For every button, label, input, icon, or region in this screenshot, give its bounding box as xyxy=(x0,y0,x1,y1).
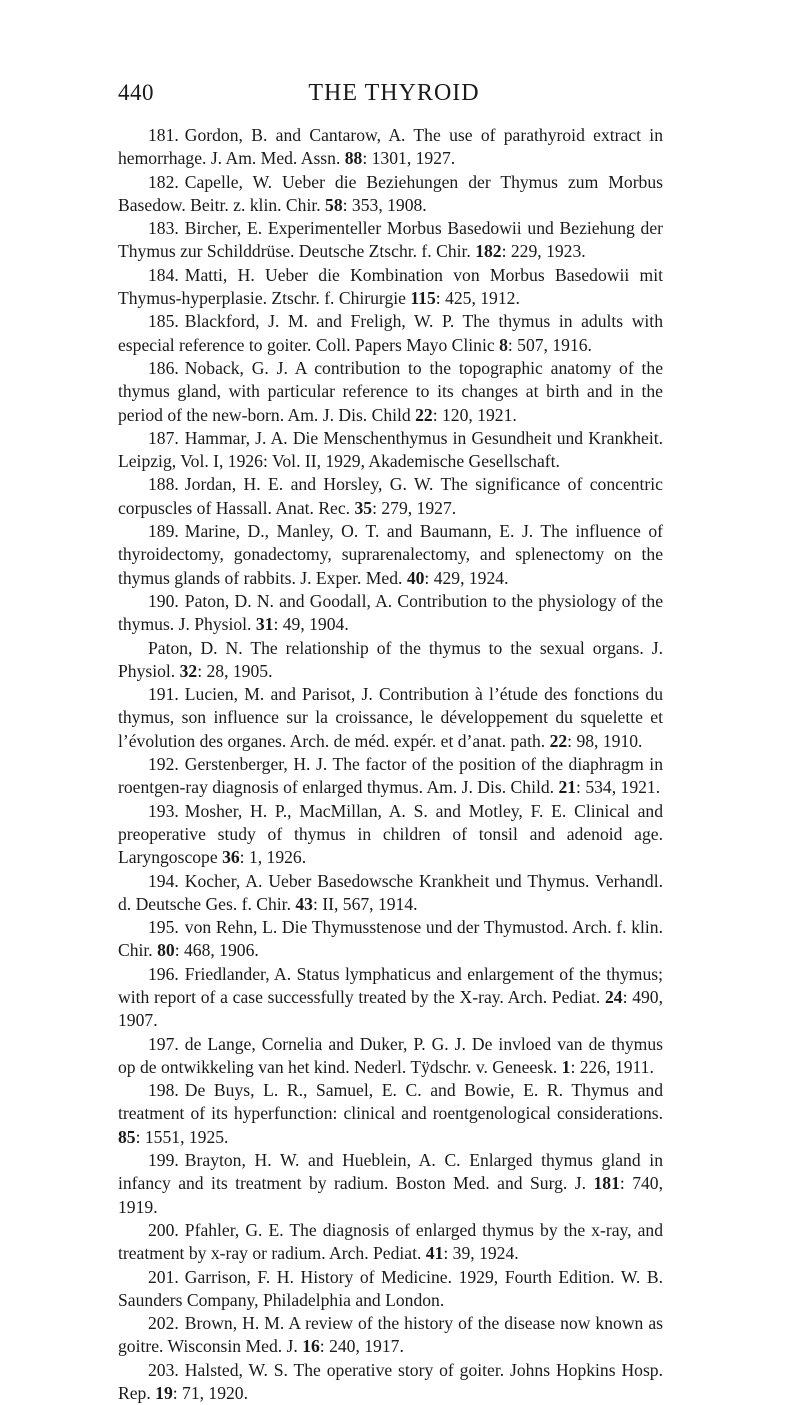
reference-volume: 40 xyxy=(406,567,425,588)
page-number: 440 xyxy=(118,80,154,105)
reference-volume: 24 xyxy=(604,986,623,1007)
reference-pages-year: : 98, 1910. xyxy=(567,730,643,751)
reference-pages-year: : 71, 1920. xyxy=(172,1383,248,1404)
reference-number: 190. xyxy=(148,590,179,611)
reference-text: Matti, H. Ueber die Kombination von Morbus Basedowii mit Thymus-hyperplasie. Ztschr. f. Chirurgie xyxy=(118,264,663,309)
reference-pages-year: : 490, 1907. xyxy=(118,986,663,1031)
reference-number: 181. xyxy=(148,125,179,145)
reference-number: 194. xyxy=(148,870,179,891)
reference-entry xyxy=(118,357,663,427)
reference-volume: 58 xyxy=(325,194,343,215)
reference-number: 200. xyxy=(148,1219,179,1240)
reference-pages-year: : 425, 1912. xyxy=(435,288,520,309)
reference-pages-year: : 429, 1924. xyxy=(424,567,509,588)
reference-text: Gerstenberger, H. J. The factor of the position of the diaphragm in roentgen-ray diagnosis of enlarged thymus. Am. J. Dis. Child. xyxy=(118,754,663,798)
reference-entry xyxy=(118,916,663,963)
reference-pages-year: : 353, 1908. xyxy=(342,194,427,215)
reference-volume: 88 xyxy=(344,148,363,169)
reference-text: de Lange, Cornelia and Duker, P. G. J. De invloed van de thymus op de ontwikkeling van het kind. Nederl. Tÿdschr. v. Geneesk. xyxy=(118,1033,663,1077)
reference-pages-year: : 120, 1921. xyxy=(432,404,517,425)
reference-volume: 8 xyxy=(499,334,508,355)
reference-entry xyxy=(118,1219,663,1266)
reference-volume: 181 xyxy=(593,1173,620,1194)
reference-number: 198. xyxy=(148,1080,179,1101)
reference-number: 183. xyxy=(148,218,179,239)
reference-text: Hammar, J. A. Die Menschenthymus in Gesundheit und Krankheit. Leipzig, Vol. I, 1926: Vol. II, 1929, Akademische Gesellschaft. xyxy=(118,427,663,472)
reference-volume: 36 xyxy=(222,847,240,868)
page-header xyxy=(118,80,670,112)
reference-entry xyxy=(118,753,663,800)
reference-entry xyxy=(118,683,663,753)
reference-volume: 16 xyxy=(302,1336,320,1357)
reference-volume: 19 xyxy=(155,1383,173,1404)
reference-pages-year: : 468, 1906. xyxy=(174,940,259,961)
reference-text: Brayton, H. W. and Hueblein, A. C. Enlarged thymus gland in infancy and its treatment by radium. Boston Med. and Surg. J. xyxy=(118,1150,663,1194)
reference-entry xyxy=(118,310,663,357)
reference-text: von Rehn, L. Die Thymusstenose und der Thymustod. Arch. f. klin. Chir. xyxy=(118,917,663,961)
reference-number: 191. xyxy=(148,684,179,705)
reference-volume: 22 xyxy=(415,404,433,425)
reference-entry xyxy=(118,590,663,637)
reference-pages-year: : II, 567, 1914. xyxy=(312,893,418,914)
reference-pages-year: : 229, 1923. xyxy=(501,241,586,262)
reference-text: Halsted, W. S. The operative story of goiter. Johns Hopkins Hosp. Rep. xyxy=(118,1359,663,1404)
reference-pages-year: : 1301, 1927. xyxy=(362,148,456,169)
reference-number: 202. xyxy=(148,1313,179,1334)
reference-text: Paton, D. N. The relationship of the thymus to the sexual organs. J. Physiol. xyxy=(118,637,663,681)
reference-number: 186. xyxy=(148,357,179,378)
reference-text: Pfahler, G. E. The diagnosis of enlarged thymus by the x-ray, and treatment by x-ray or radium. Arch. Pediat. xyxy=(118,1219,663,1264)
reference-number: 192. xyxy=(148,754,179,775)
reference-pages-year: : 534, 1921. xyxy=(576,777,661,798)
reference-pages-year: : 507, 1916. xyxy=(507,334,592,355)
reference-number: 193. xyxy=(148,800,179,821)
reference-entry xyxy=(118,870,663,917)
reference-pages-year: : 28, 1905. xyxy=(197,660,273,681)
reference-entry xyxy=(118,637,663,684)
reference-text: Noback, G. J. A contribution to the topographic anatomy of the thymus gland, with particular reference to its changes at birth and in the period of the new-born. Am. J. Dis. Child xyxy=(118,357,663,425)
reference-number: 195. xyxy=(148,917,179,938)
reference-pages-year: : 279, 1927. xyxy=(372,497,457,518)
reference-text: Lucien, M. and Parisot, J. Contribution à l’étude des fonctions du thymus, son influence sur la croissance, le développement du squelette et l’évolution des organes. Arch. de méd. expér. et d’anat. path. xyxy=(118,684,663,751)
reference-volume: 31 xyxy=(255,614,274,635)
reference-number: 199. xyxy=(148,1150,179,1171)
reference-number: 203. xyxy=(148,1359,179,1380)
reference-pages-year: : 39, 1924. xyxy=(443,1243,519,1264)
reference-entry xyxy=(118,264,663,311)
reference-text: Brown, H. M. A review of the history of the disease now known as goitre. Wisconsin Med. J. xyxy=(118,1313,663,1357)
reference-text: Bircher, E. Experimenteller Morbus Basedowii und Beziehung der Thymus zur Schilddrüse. Deutsche Ztschr. f. Chir. xyxy=(118,218,663,262)
reference-entry xyxy=(118,1079,663,1149)
reference-number: 185. xyxy=(148,311,179,332)
reference-text: Garrison, F. H. History of Medicine. 1929, Fourth Edition. W. B. Saunders Company, Philadelphia and London. xyxy=(118,1266,663,1310)
reference-pages-year: : 226, 1911. xyxy=(570,1056,654,1077)
reference-entry xyxy=(118,1033,663,1080)
reference-entry xyxy=(118,1359,663,1405)
reference-entry xyxy=(118,520,663,590)
reference-entry xyxy=(118,800,663,870)
reference-number: 197. xyxy=(148,1033,179,1054)
reference-volume: 115 xyxy=(410,288,436,309)
running-title: THE THYROID xyxy=(308,80,480,106)
reference-number: 188. xyxy=(148,474,179,495)
reference-volume: 35 xyxy=(354,497,373,518)
reference-volume: 32 xyxy=(179,660,198,681)
reference-volume: 21 xyxy=(558,777,577,798)
reference-text: Jordan, H. E. and Horsley, G. W. The significance of concentric corpuscles of Hassall. Anat. Rec. xyxy=(118,474,663,518)
reference-volume: 41 xyxy=(425,1243,444,1264)
reference-text: Kocher, A. Ueber Basedowsche Krankheit und Thymus. Verhandl. d. Deutsche Ges. f. Chir. xyxy=(118,870,663,914)
reference-pages-year: : 1, 1926. xyxy=(239,847,307,868)
reference-text: Capelle, W. Ueber die Beziehungen der Thymus zum Morbus Basedow. Beitr. z. klin. Chir. xyxy=(118,171,663,215)
reference-entry xyxy=(118,124,663,171)
reference-text: Friedlander, A. Status lymphaticus and enlargement of the thymus; with report of a case successfully treated by the X-ray. Arch. Pediat. xyxy=(118,963,663,1007)
reference-volume: 22 xyxy=(549,730,568,751)
reference-text: Marine, D., Manley, O. T. and Baumann, E. J. The influence of thyroidectomy, gonadectomy, suprarenalectomy, and splenectomy on the thymus glands of rabbits. J. Exper. Med. xyxy=(118,521,663,588)
reference-text: Gordon, B. and Cantarow, A. The use of parathyroid extract in hemorrhage. J. Am. Med. Assn. xyxy=(118,125,663,169)
reference-volume: 43 xyxy=(295,893,313,914)
reference-pages-year: : 49, 1904. xyxy=(273,614,349,635)
reference-entry xyxy=(118,1312,663,1359)
reference-entry xyxy=(118,217,663,264)
reference-entry xyxy=(118,1266,663,1313)
reference-text: Paton, D. N. and Goodall, A. Contribution to the physiology of the thymus. J. Physiol. xyxy=(118,590,663,635)
reference-text: Mosher, H. P., MacMillan, A. S. and Motley, F. E. Clinical and preoperative study of thymus in children of tonsil and adenoid age. Laryngoscope xyxy=(118,800,663,868)
reference-number: 201. xyxy=(148,1266,179,1287)
reference-volume: 85 xyxy=(118,1126,136,1147)
reference-volume: 182 xyxy=(475,241,502,262)
reference-text: Blackford, J. M. and Freligh, W. P. The thymus in adults with especial reference to goiter. Coll. Papers Mayo Clinic xyxy=(118,311,663,355)
reference-volume: 1 xyxy=(561,1056,571,1077)
reference-entry xyxy=(118,171,663,218)
reference-entry xyxy=(118,1149,663,1219)
reference-pages-year: : 240, 1917. xyxy=(319,1336,404,1357)
reference-number: 182. xyxy=(148,171,179,192)
reference-number: 189. xyxy=(148,521,179,542)
reference-entry xyxy=(118,473,663,520)
reference-number: 196. xyxy=(148,963,179,984)
reference-entry xyxy=(118,963,663,1033)
reference-number: 184. xyxy=(148,264,179,285)
reference-pages-year: : 1551, 1925. xyxy=(135,1126,229,1147)
reference-number: 187. xyxy=(148,427,179,448)
reference-text: De Buys, L. R., Samuel, E. C. and Bowie, E. R. Thymus and treatment of its hyperfunction: clinical and roentgenological considerations. xyxy=(118,1080,663,1124)
reference-pages-year: : 740, 1919. xyxy=(118,1173,664,1217)
reference-volume: 80 xyxy=(157,940,175,961)
reference-entry xyxy=(118,427,663,474)
reference-list xyxy=(118,124,663,1405)
